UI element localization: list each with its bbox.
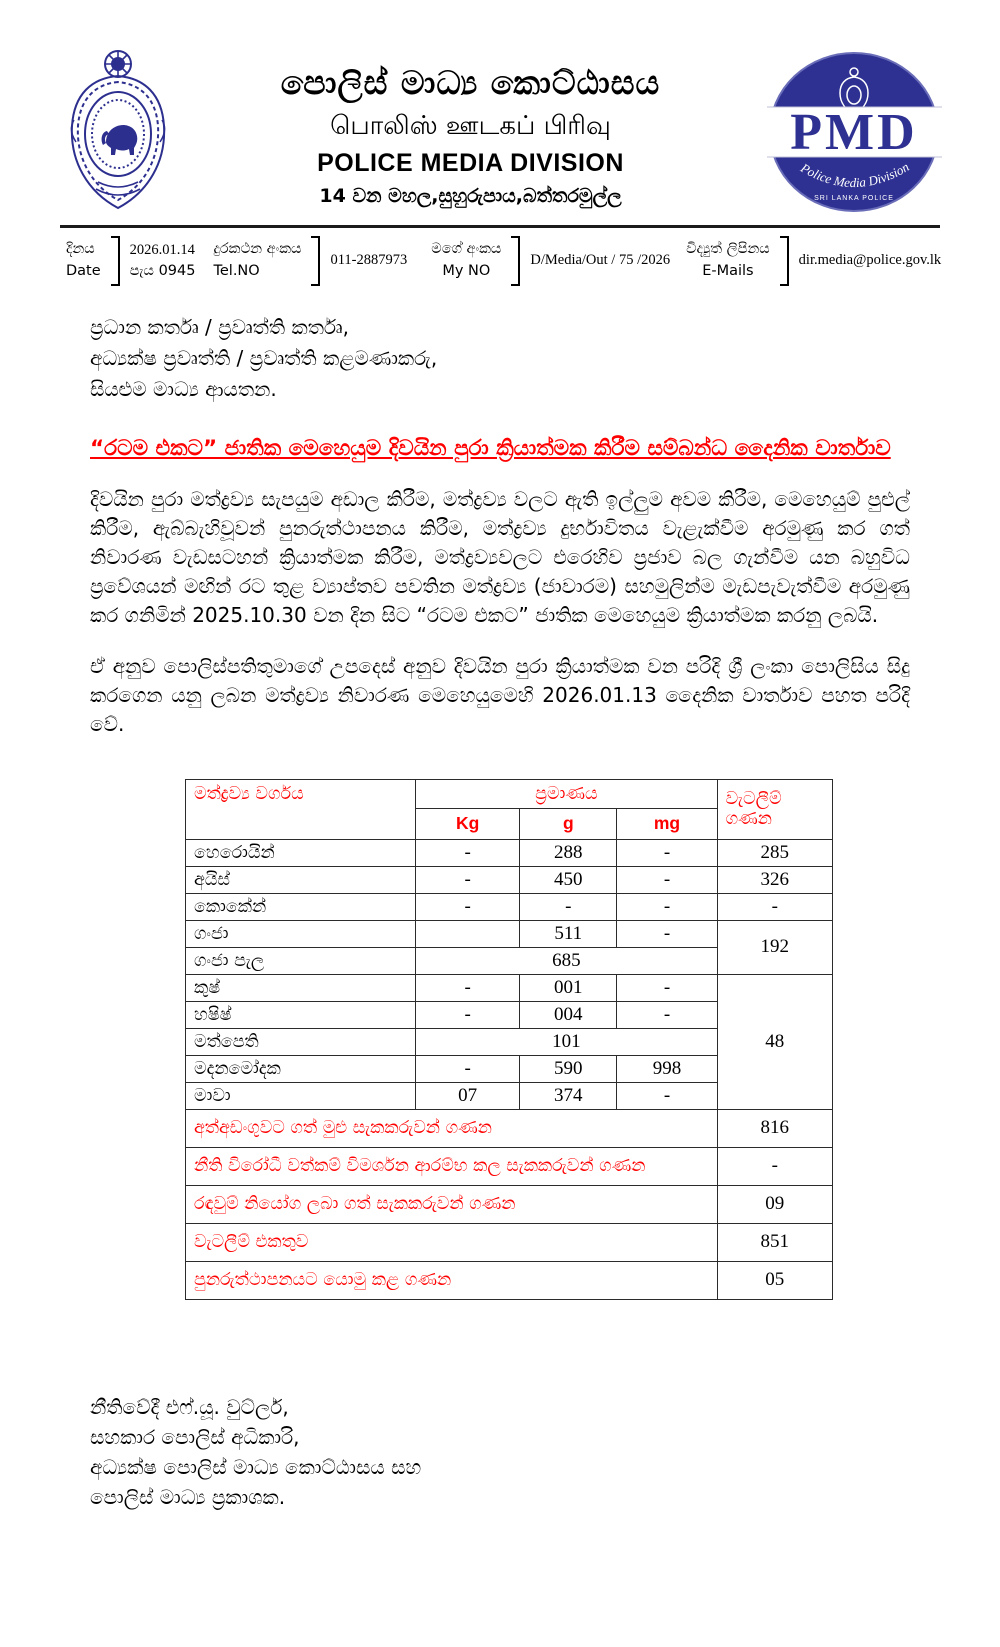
col-header-quantity: ප්‍රමාණය (416, 779, 717, 808)
g-cell: 374 (520, 1082, 617, 1109)
col-header-kg: Kg (416, 808, 520, 839)
drug-name-cell: ගංජා (186, 920, 416, 947)
recipient-block (90, 312, 910, 405)
police-crest-icon (62, 42, 174, 214)
subject-title: “රටම එකට” ජාතික මෙහෙයුම දිවයින පුරා ක්‍රියාත්මක කිරීම සම්බන්ධ දෛනික වාර්තාව (90, 436, 891, 461)
signatory-title: අධ්‍යක්ෂ පොලිස් මාධ්‍ය කොට්ඨාසය සහ (90, 1454, 422, 1479)
summary-label: රඳවුම් නියෝග ලබා ගත් සැකකරුවන් ගණන (186, 1185, 718, 1223)
raid-count-cell: 326 (717, 866, 832, 893)
elephant-icon (102, 125, 138, 155)
title-sinhala: පොලිස් මාධ්‍ය කොට්ඨාසය (280, 63, 661, 102)
g-cell: 001 (520, 974, 617, 1001)
summary-label: අත්අඩංගුවට ගත් මුළු සැකකරුවන් ගණන (186, 1109, 718, 1147)
recipient-line: සියළුම මාධ්‍ය ආයතන. (90, 377, 277, 401)
col-header-drug-type: මත්ද්‍රව්‍ය වර්ගය (186, 779, 416, 839)
drug-name-cell: හෙරොයින් (186, 839, 416, 866)
signatory-rank: සහකාර පොලිස් අධිකාරි, (90, 1424, 300, 1449)
kg-cell: - (416, 893, 520, 920)
drug-name-cell: කොකේන් (186, 893, 416, 920)
letterhead-header (0, 0, 1000, 215)
date-label: දිනය Date (66, 241, 101, 279)
mg-cell: - (617, 866, 717, 893)
kg-cell: - (416, 1001, 520, 1028)
letterhead-titles (174, 42, 767, 207)
kg-cell (416, 920, 520, 947)
g-cell: 511 (520, 920, 617, 947)
mg-cell: - (617, 839, 717, 866)
recipient-line: ප්‍රධාන කර්තෘ / ප්‍රවෘත්ති කර්තෘ, (90, 315, 349, 339)
drug-name-cell: මදනමෝදක (186, 1055, 416, 1082)
email-value: dir.media@police.gov.lk (798, 252, 942, 269)
drug-name-cell: හෂිෂ් (186, 1001, 416, 1028)
summary-row (186, 1109, 833, 1147)
table-row (186, 866, 833, 893)
kg-cell: - (416, 974, 520, 1001)
mg-cell: 998 (617, 1055, 717, 1082)
bracket-icon (111, 236, 120, 286)
summary-label: වැටලීම් එකතුව (186, 1223, 718, 1261)
g-cell: 590 (520, 1055, 617, 1082)
signatory-title-2: පොලිස් මාධ්‍ය ප්‍රකාශක. (90, 1484, 286, 1509)
g-cell: 450 (520, 866, 617, 893)
summary-value: - (717, 1147, 832, 1185)
title-english: POLICE MEDIA DIVISION (317, 148, 624, 177)
paragraph-1: දිවයින පුරා මත්ද්‍රව්‍ය සැපයුම අඩාල කිරීම, මත්ද්‍රව්‍ය වලට ඇති ඉල්ලුම අවම කිරීම, මෙහෙයුම් පුළුල් කිරීම, ඇබ්බැහිවූවන් පුනරුත්ථාපනය කිරීම, මත්ද්‍රව්‍ය දුර්භාවිතය වැළැක්වීම අරමුණු කර ගත් නිවාරණ වැඩසටහන් ක්‍රියාත්මක කිරීම, මත්ද්‍රව්‍යවලට එරෙහිව ප්‍රජාව බල ගැන්වීම යන බහුවිධ ප්‍රවේශයන් මඟින් රට තුළ ව්‍යාප්තව පවතින මත්ද්‍රව්‍ය (ජාවාරම) සහමුලින්ම මැඩපැවැත්වීම අරමුණු කර ගනිමින් 2025.10.30 වන දින සිට “රටම එකට” ජාතික මෙහෙයුම ක්‍රියාත්මක කරනු ලබයි. (90, 486, 910, 627)
tel-value: 011-2887973 (330, 252, 408, 269)
drug-name-cell: ගංජා පැල (186, 947, 416, 974)
drug-name-cell: මාවා (186, 1082, 416, 1109)
kg-cell: 07 (416, 1082, 520, 1109)
summary-row (186, 1223, 833, 1261)
raid-count-cell: 48 (717, 974, 832, 1109)
kg-cell: - (416, 1055, 520, 1082)
myno-label: මගේ අංකය My NO (431, 241, 502, 279)
quantity-cell: 101 (416, 1028, 717, 1055)
g-cell: 004 (520, 1001, 617, 1028)
date-value: 2026.01.14 පැය 0945 (129, 241, 196, 279)
summary-value: 816 (717, 1109, 832, 1147)
summary-row (186, 1147, 833, 1185)
summary-value: 05 (717, 1261, 832, 1299)
mg-cell: - (617, 1082, 717, 1109)
summary-row (186, 1261, 833, 1299)
drug-name-cell: කුෂ් (186, 974, 416, 1001)
paragraph-2: ඒ අනුව පොලිස්පතිතුමාගේ උපදෙස් අනුව දිවයින පුරා ක්‍රියාත්මක වන පරිදි ශ්‍රී ලංකා පොලිසිය සිදු කරගෙන යනු ලබන මත්ද්‍රව්‍ය නිවාරණ මෙහෙයුමෙහි 2026.01.13 දෛනික වාර්තාව පහත පරිදි වේ. (90, 653, 910, 736)
col-header-raid-count: වැටලීම් ගණන (717, 779, 832, 839)
summary-value: 09 (717, 1185, 832, 1223)
pmd-small-text: SRI LANKA POLICE (814, 195, 894, 202)
table-row (186, 974, 833, 1001)
drug-name-cell: අයිස් (186, 866, 416, 893)
col-header-mg: mg (617, 808, 717, 839)
pmd-logo (767, 50, 942, 215)
g-cell: 288 (520, 839, 617, 866)
mg-cell: - (617, 893, 717, 920)
summary-row (186, 1185, 833, 1223)
title-tamil: பொலிஸ் ஊடகப் பிரிவு (330, 110, 611, 141)
myno-value: D/Media/Out / 75 /2026 (530, 252, 671, 269)
kg-cell: - (416, 839, 520, 866)
pmd-curved-text: Police Media Division (798, 159, 912, 191)
mg-cell: - (617, 974, 717, 1001)
summary-label: පුනරුත්ථාපනයට යොමු කළ ගණන (186, 1261, 718, 1299)
mg-cell: - (617, 920, 717, 947)
kg-cell: - (416, 866, 520, 893)
raid-count-cell: 192 (717, 920, 832, 974)
email-label: විද්‍යුත් ලිපිනය E-Mails (686, 241, 770, 279)
col-header-g: g (520, 808, 617, 839)
raid-count-cell: - (717, 893, 832, 920)
bracket-icon (511, 236, 520, 286)
bracket-icon (780, 236, 789, 286)
address-line: 14 වන මහල,සුහුරුපාය,බත්තරමුල්ල (319, 184, 622, 207)
signature-block (90, 1392, 910, 1512)
signatory-name: නීතිවේදී එෆ්.යූ. වුට්ලර්, (90, 1394, 289, 1419)
raid-count-cell: 285 (717, 839, 832, 866)
g-cell: - (520, 893, 617, 920)
summary-label: නීති විරෝධී වත්කම් විමර්ශන ආරම්භ කල සැකකරුවන් ගණන (186, 1147, 718, 1185)
pmd-abbr-text: PMD (790, 104, 918, 161)
summary-value: 851 (717, 1223, 832, 1261)
drug-seizure-table (185, 779, 833, 1300)
table-row (186, 893, 833, 920)
mg-cell: - (617, 1001, 717, 1028)
bracket-icon (311, 236, 320, 286)
drug-name-cell: මත්පෙති (186, 1028, 416, 1055)
tel-label: දුරකථන අංකය Tel.NO (213, 241, 302, 279)
table-row (186, 920, 833, 947)
table-row (186, 839, 833, 866)
recipient-line: අධ්‍යක්ෂ ප්‍රවෘත්ති / ප්‍රවෘත්ති කළමණාකරු, (90, 346, 438, 370)
infobar (0, 228, 1000, 286)
letter-body (0, 312, 1000, 1512)
quantity-cell: 685 (416, 947, 717, 974)
